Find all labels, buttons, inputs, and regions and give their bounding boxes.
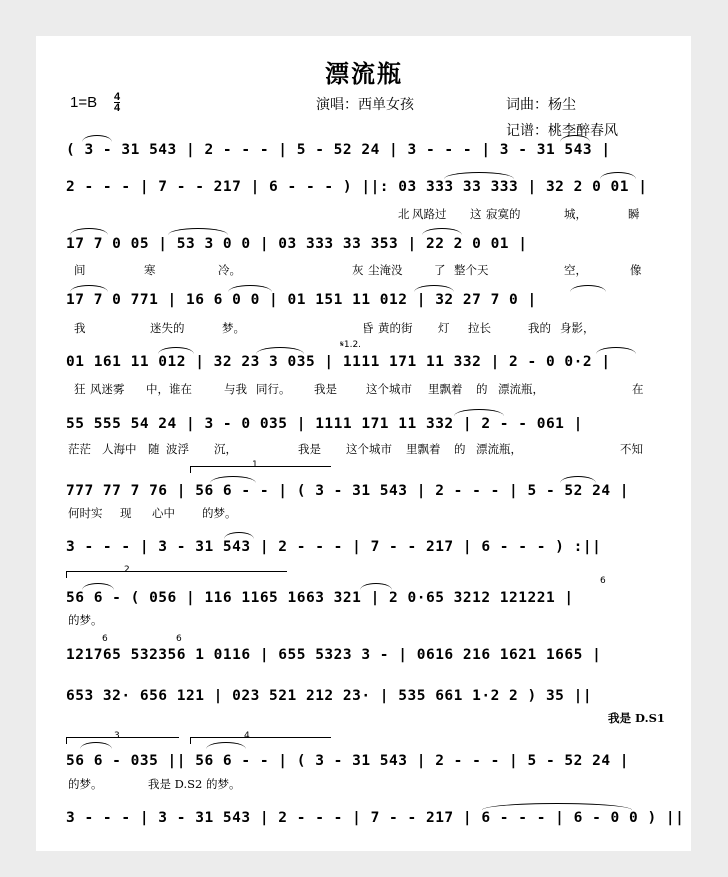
tuplet-mark: 6 [102, 634, 108, 644]
lyric: 尘淹没 [368, 263, 403, 277]
slur [560, 476, 596, 483]
slur [70, 228, 108, 235]
lyric: 与我 [224, 382, 247, 396]
lyric: 寒 [144, 263, 156, 277]
lyric: 风路过 [412, 207, 447, 221]
time-signature [114, 92, 120, 113]
notation-row-13: 3 - - - | 3 - 31 543 | 2 - - - | 7 - - 217 | 6 - - - | 6 - 0 0 ) || [66, 810, 685, 826]
lyric: 灯 [438, 321, 450, 335]
lyric: 同行。 [256, 382, 291, 396]
lyric: 了 [434, 263, 446, 277]
slur [82, 135, 112, 142]
ending-bracket-3 [66, 737, 179, 744]
singer-credit: 演唱：西单女孩 [316, 97, 414, 113]
slur [82, 583, 114, 590]
slur [206, 742, 246, 749]
lyric: 不知 [620, 442, 643, 456]
lyric: 心中 [152, 506, 175, 520]
slur [224, 532, 254, 539]
notation-row-4: 17 7 0 771 | 16 6 0 0 | 01 151 11 012 | 32 27 7 0 | [66, 292, 537, 308]
notation-row-6: 55 555 54 24 | 3 - 0 035 | 1111 171 11 332 | 2 - - 061 | [66, 416, 583, 432]
lyric: 空， [564, 263, 587, 277]
slur [70, 285, 108, 292]
slur [360, 583, 392, 590]
lyric: 这 [470, 207, 482, 221]
lyric: 城， [564, 207, 587, 221]
lyrics-row-4 [66, 320, 660, 336]
slur [158, 347, 194, 354]
meter-bottom: 4 [114, 102, 121, 114]
notation-row-11: 653 32· 656 121 | 023 521 212 23· | 535 661 1·2 2 ) 35 || [66, 688, 593, 704]
meter-top: 4 [114, 91, 121, 103]
composer-credit: 词曲：杨尘 [506, 97, 576, 113]
lyric: 里飘着 [406, 442, 441, 456]
lyric: 我是 [314, 382, 337, 396]
lyric: 整个天 [454, 263, 489, 277]
ending-bracket-2 [66, 571, 287, 578]
lyrics-row-2 [66, 206, 660, 222]
lyric: 人海中 [102, 442, 137, 456]
slur [414, 285, 454, 292]
tuplet-mark: 6 [176, 634, 182, 644]
lyric: 沉， [214, 442, 237, 456]
lyric: 风迷雾 [90, 382, 125, 396]
notation-row-12: 56 6 - 035 || 56 6 - - | ( 3 - 31 543 | 2 - - - | 5 - 52 24 | [66, 753, 630, 769]
lyric: 的 [454, 442, 466, 456]
song-title: 漂流瓶 [325, 59, 403, 88]
ending-2-label: 2 [124, 565, 130, 575]
ending-bracket-1 [190, 466, 331, 473]
slur [228, 285, 272, 292]
transcriber-credit: 记谱：桃李醉春风 [506, 123, 618, 139]
lyric: 随 [148, 442, 160, 456]
lyrics-row-12 [66, 776, 660, 792]
lyric: 的梦。 [68, 613, 103, 627]
lyric: 这个城市 [346, 442, 392, 456]
lyric: 我是 D.S2 的梦。 [148, 777, 241, 791]
lyrics-row-6 [66, 441, 660, 457]
lyric: 黄的街 [378, 321, 413, 335]
notation-row-3: 17 7 0 05 | 53 3 0 0 | 03 333 33 353 | 22 2 0 01 | [66, 236, 528, 252]
key-signature: 1=B [70, 94, 98, 111]
notation-row-7: 777 77 7 76 | 56 6 - - | ( 3 - 31 543 | 2 - - - | 5 - 52 24 | [66, 483, 630, 499]
slur [210, 476, 256, 483]
lyric: 梦。 [222, 321, 245, 335]
lyrics-row-9 [66, 612, 660, 628]
notation-row-8: 3 - - - | 3 - 31 543 | 2 - - - | 7 - - 217 | 6 - - - ) :|| [66, 539, 602, 555]
lyric: 灰 [352, 263, 364, 277]
notation-row-10: 121765 532356 1 0116 | 655 5323 3 - | 0616 216 1621 1665 | [66, 647, 602, 663]
lyric: 像 [630, 263, 642, 277]
lyric: 我 [74, 321, 86, 335]
lyric: 这个城市 [366, 382, 412, 396]
lyric: 的 [476, 382, 488, 396]
lyric: 狂 [74, 382, 86, 396]
lyrics-row-11 [66, 710, 665, 726]
lyric: 的梦。 [68, 777, 103, 791]
lyric: 中，谁在 [146, 382, 192, 396]
slur [422, 228, 462, 235]
slur [482, 803, 632, 810]
lyric: 北 [398, 207, 410, 221]
ending-3-label: 3 [114, 731, 120, 741]
slur [600, 172, 636, 179]
lyric: 拉长 [468, 321, 491, 335]
lyric: 茫茫 [68, 442, 91, 456]
lyrics-row-5 [66, 381, 660, 397]
lyric: 迷失的 [150, 321, 185, 335]
lyric: 身影， [560, 321, 595, 335]
slur [80, 742, 112, 749]
lyric: 里飘着 [428, 382, 463, 396]
notation-row-5: 01 161 11 012 | 32 23 3 035 | 1111 171 11 332 | 2 - 0 0·2 | [66, 354, 611, 370]
lyric: 冷。 [218, 263, 241, 277]
tuplet-mark: 6 [600, 576, 606, 586]
lyrics-row-7 [66, 505, 660, 521]
lyric: 在 [632, 382, 644, 396]
lyric: 的梦。 [202, 506, 237, 520]
ending-4-label: 4 [244, 731, 250, 741]
lyric: 我是 D.S1 [608, 711, 665, 725]
lyric: 昏 [362, 321, 374, 335]
ending-1-label: 1 [252, 460, 258, 470]
lyric: 间 [74, 263, 86, 277]
lyric: 我的 [528, 321, 551, 335]
segno-mark: 𝄋1.2. [340, 340, 362, 350]
lyric: 波浮 [166, 442, 189, 456]
lyric: 瞬 [628, 207, 640, 221]
notation-row-1: ( 3 - 31 543 | 2 - - - | 5 - 52 24 | 3 - - - | 3 - 31 543 | [66, 142, 611, 158]
slur [596, 347, 636, 354]
slur [570, 285, 606, 292]
lyric: 漂流瓶， [498, 382, 544, 396]
slur [454, 409, 504, 416]
ending-bracket-4 [190, 737, 331, 744]
lyric: 寂寞的 [486, 207, 521, 221]
lyric: 现 [120, 506, 132, 520]
lyrics-row-3 [66, 262, 660, 278]
lyric: 我是 [298, 442, 321, 456]
slur [256, 347, 304, 354]
notation-row-9: 56 6 - ( 056 | 116 1165 1663 321 | 2 0·65 3212 121221 | [66, 590, 574, 606]
slur [560, 135, 590, 142]
lyric: 何时实 [68, 506, 103, 520]
notation-row-2: 2 - - - | 7 - - 217 | 6 - - - ) ||: 03 333 33 333 | 32 2 0 01 | [66, 179, 648, 195]
slur [168, 228, 228, 235]
slur [444, 172, 514, 179]
lyric: 漂流瓶， [476, 442, 522, 456]
